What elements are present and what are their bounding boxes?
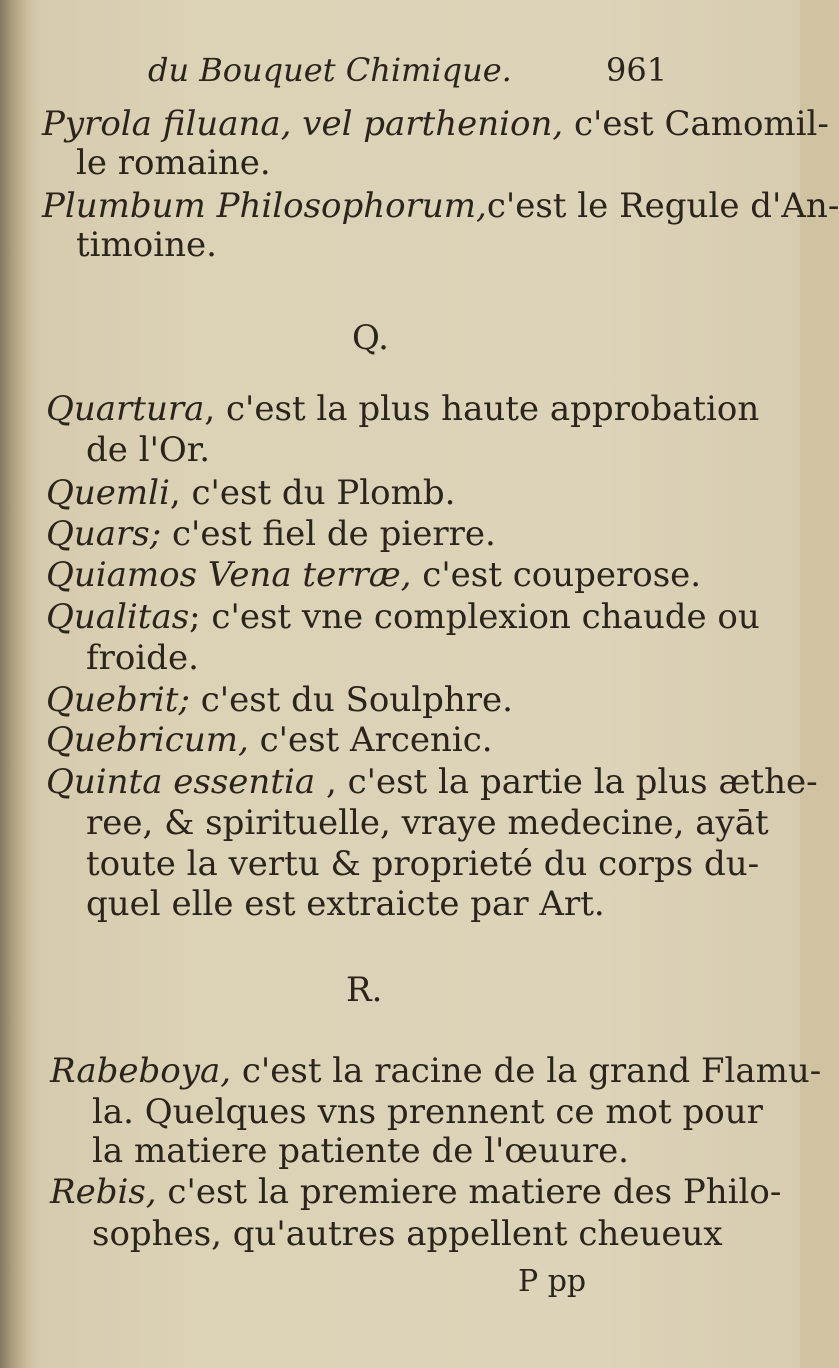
entry-definition: c'est fiel de pierre. — [161, 514, 496, 554]
entry-quemli — [46, 473, 455, 513]
page-number: 961 — [606, 51, 668, 89]
entry-quinta-essentia — [46, 762, 818, 802]
entry-quiamos — [46, 555, 701, 595]
entry-rabeboya — [50, 1051, 821, 1091]
entry-continuation: toute la vertu & proprieté du corps du- — [86, 844, 760, 884]
entry-continuation: la. Quelques vns prennent ce mot pour — [92, 1092, 763, 1132]
entry-term: Rebis, — [50, 1172, 157, 1212]
entry-definition: c'est couperose. — [411, 555, 702, 595]
entry-definition: c'est du Soulphre. — [189, 680, 513, 720]
entry-term: Quiamos Vena terræ, — [46, 555, 412, 595]
entry-definition: c'est Camomil- — [563, 104, 829, 144]
entry-continuation: de l'Or. — [86, 430, 211, 470]
entry-qualitas — [46, 597, 760, 637]
entry-quebrit — [46, 680, 513, 720]
entry-term: Quinta essentia — [46, 762, 316, 802]
running-title: du Bouquet Chimique. — [148, 51, 512, 89]
entry-definition: c'est le Regule d'An- — [486, 186, 839, 226]
entry-term: Rabeboya, — [50, 1051, 232, 1091]
entry-quartura — [46, 389, 759, 429]
entry-definition: , c'est du Plomb. — [169, 473, 456, 513]
entry-quars — [46, 514, 496, 554]
entry-pyrola — [42, 104, 829, 144]
entry-term: Pyrola filuana, vel parthenion, — [42, 104, 564, 144]
entry-quebricum — [46, 720, 493, 760]
entry-definition: c'est la premiere matiere des Philo- — [156, 1172, 782, 1212]
section-letter-q: Q. — [352, 318, 389, 358]
section-letter-r: R. — [346, 970, 383, 1010]
entry-continuation: ree, & spirituelle, vraye medecine, ayāt — [86, 803, 769, 843]
entry-continuation: froide. — [86, 638, 199, 678]
entry-definition: c'est la racine de la grand Flamu- — [231, 1051, 822, 1091]
entry-term: Quebricum, — [46, 720, 249, 760]
entry-term: Plumbum Philosophorum, — [42, 186, 487, 226]
page-gutter-shadow — [0, 0, 26, 1368]
entry-term: Qualitas — [46, 597, 190, 637]
entry-continuation: sophes, qu'autres appellent cheueux — [92, 1214, 723, 1254]
entry-continuation: quel elle est extraicte par Art. — [86, 884, 605, 924]
entry-term: Quartura — [46, 389, 205, 429]
entry-term: Quemli — [46, 473, 170, 513]
entry-definition: ; c'est vne complexion chaude ou — [189, 597, 760, 637]
entry-rebis — [50, 1172, 781, 1212]
entry-term: Quars; — [46, 514, 162, 554]
entry-continuation: le romaine. — [76, 143, 271, 183]
entry-continuation: timoine. — [76, 225, 217, 265]
signature-mark: P pp — [518, 1264, 587, 1299]
entry-plumbum — [42, 186, 839, 226]
entry-definition: , c'est la partie la plus æthe- — [315, 762, 818, 802]
entry-definition: , c'est la plus haute approbation — [204, 389, 760, 429]
entry-term: Quebrit; — [46, 680, 190, 720]
entry-continuation: la matiere patiente de l'œuure. — [92, 1131, 629, 1171]
entry-definition: c'est Arcenic. — [248, 720, 493, 760]
